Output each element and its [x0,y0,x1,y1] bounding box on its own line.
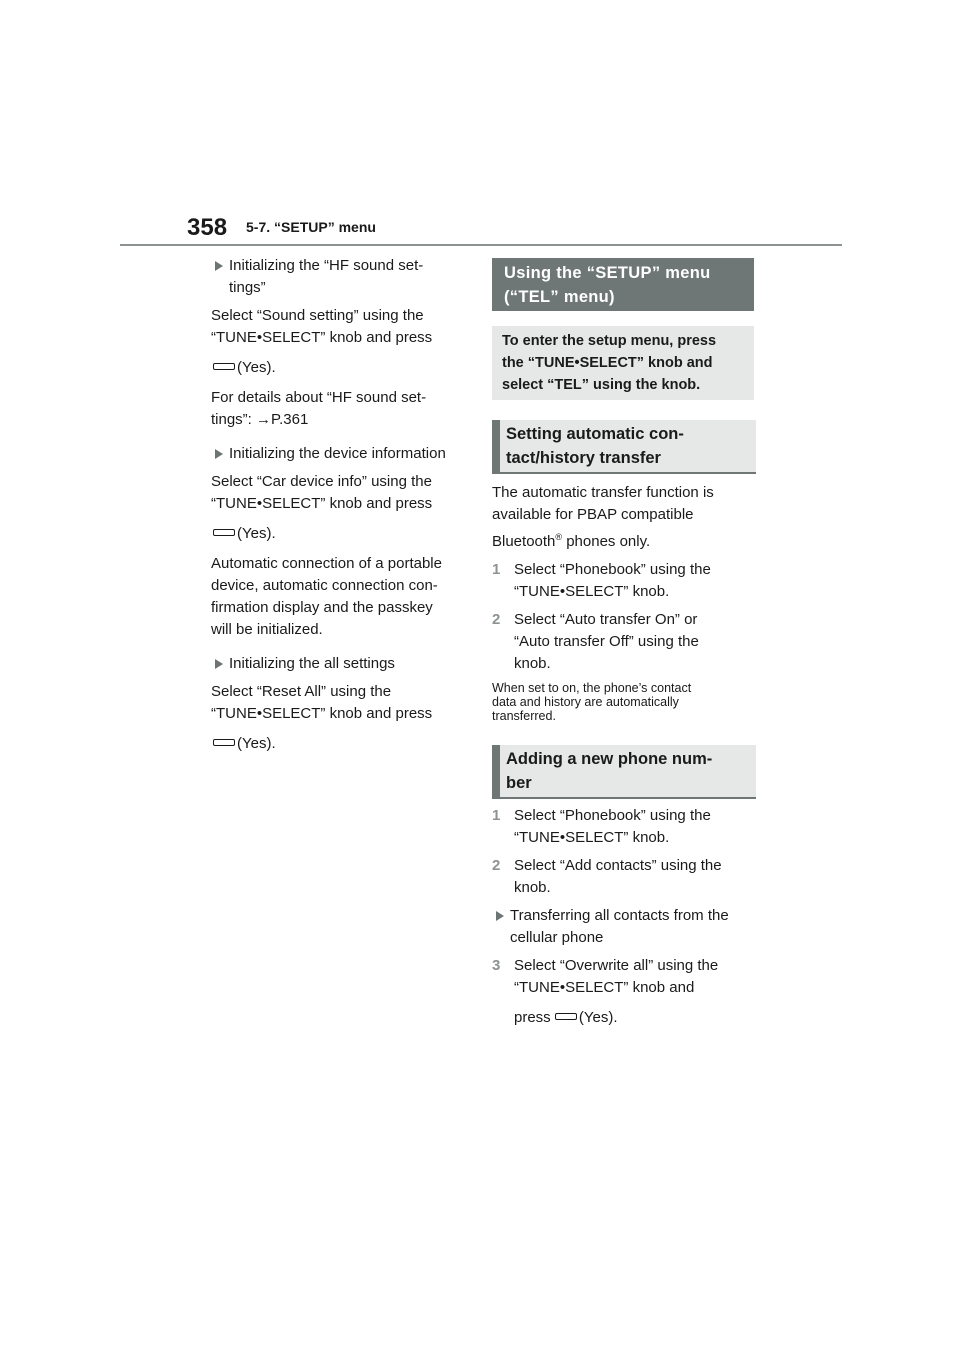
all-settings-heading: Initializing the all settings [211,653,473,675]
hf-sound-instruction-1: Select “Sound setting” using the [211,307,424,324]
hf-sound-yes: (Yes). [211,357,473,379]
all-settings-yes: (Yes). [211,733,473,755]
device-info-note-4: will be initialized. [211,621,323,638]
auto-transfer-step-2: 2 Select “Auto transfer On” or “Auto transfer Off” using the knob. [492,611,699,672]
auto-transfer-heading: Setting automatic con- tact/history transfer [492,420,756,474]
key-button-icon [213,529,235,536]
auto-transfer-body-3: Bluetooth® phones only. [492,532,651,550]
device-info-note-2: device, automatic connection con- [211,577,438,594]
setup-intro-box: To enter the setup menu, press the “TUNE•SELECT” knob and select “TEL” using the knob. [492,326,754,400]
header-divider [120,244,842,246]
device-info-instruction-2: “TUNE•SELECT” knob and press [211,495,433,512]
all-settings-instruction-2: “TUNE•SELECT” knob and press [211,705,433,722]
add-number-step-3: 3 Select “Overwrite all” using the “TUNE•SELECT” knob and press (Yes). [492,957,719,1026]
page-number: 358 [187,214,228,241]
hf-sound-heading: Initializing the “HF sound set- tings” [211,255,473,299]
add-phone-number-heading: Adding a new phone num- ber [492,745,756,799]
auto-transfer-body-1: The automatic transfer function is [492,484,714,501]
device-info-note-1: Automatic connection of a portable [211,555,442,572]
device-info-note-3: firmation display and the passkey [211,599,433,616]
device-info-heading: Initializing the device information [211,443,473,465]
auto-transfer-note: When set to on, the phone’s contact data and history are automatically transferred. [492,681,692,723]
device-info-instruction-1: Select “Car device info” using the [211,473,432,490]
triangle-bullet-icon [215,261,223,271]
hf-sound-details-1: For details about “HF sound set- [211,389,427,406]
device-info-yes: (Yes). [211,523,473,545]
section-title: 5-7. “SETUP” menu [246,219,376,235]
all-settings-instruction-1: Select “Reset All” using the [211,683,392,700]
left-column [211,255,473,755]
add-number-step-1: 1 Select “Phonebook” using the “TUNE•SELECT” knob. [492,807,711,846]
hf-sound-instruction-2: “TUNE•SELECT” knob and press [211,329,433,346]
triangle-bullet-icon [496,911,504,921]
auto-transfer-body-2: available for PBAP compatible [492,506,694,523]
key-button-icon [555,1013,577,1020]
setup-tel-menu-heading: Using the “SETUP” menu (“TEL” menu) [492,258,754,311]
key-button-icon [213,363,235,370]
key-button-icon [213,739,235,746]
triangle-bullet-icon [215,449,223,459]
transfer-all-heading: Transferring all contacts from the cellular phone [492,905,754,949]
triangle-bullet-icon [215,659,223,669]
hf-sound-details-2: tings”: →P.361 [211,411,309,428]
auto-transfer-step-1: 1 Select “Phonebook” using the “TUNE•SELECT” knob. [492,561,711,600]
right-column [492,258,754,1029]
add-number-step-2: 2 Select “Add contacts” using the knob. [492,857,722,896]
